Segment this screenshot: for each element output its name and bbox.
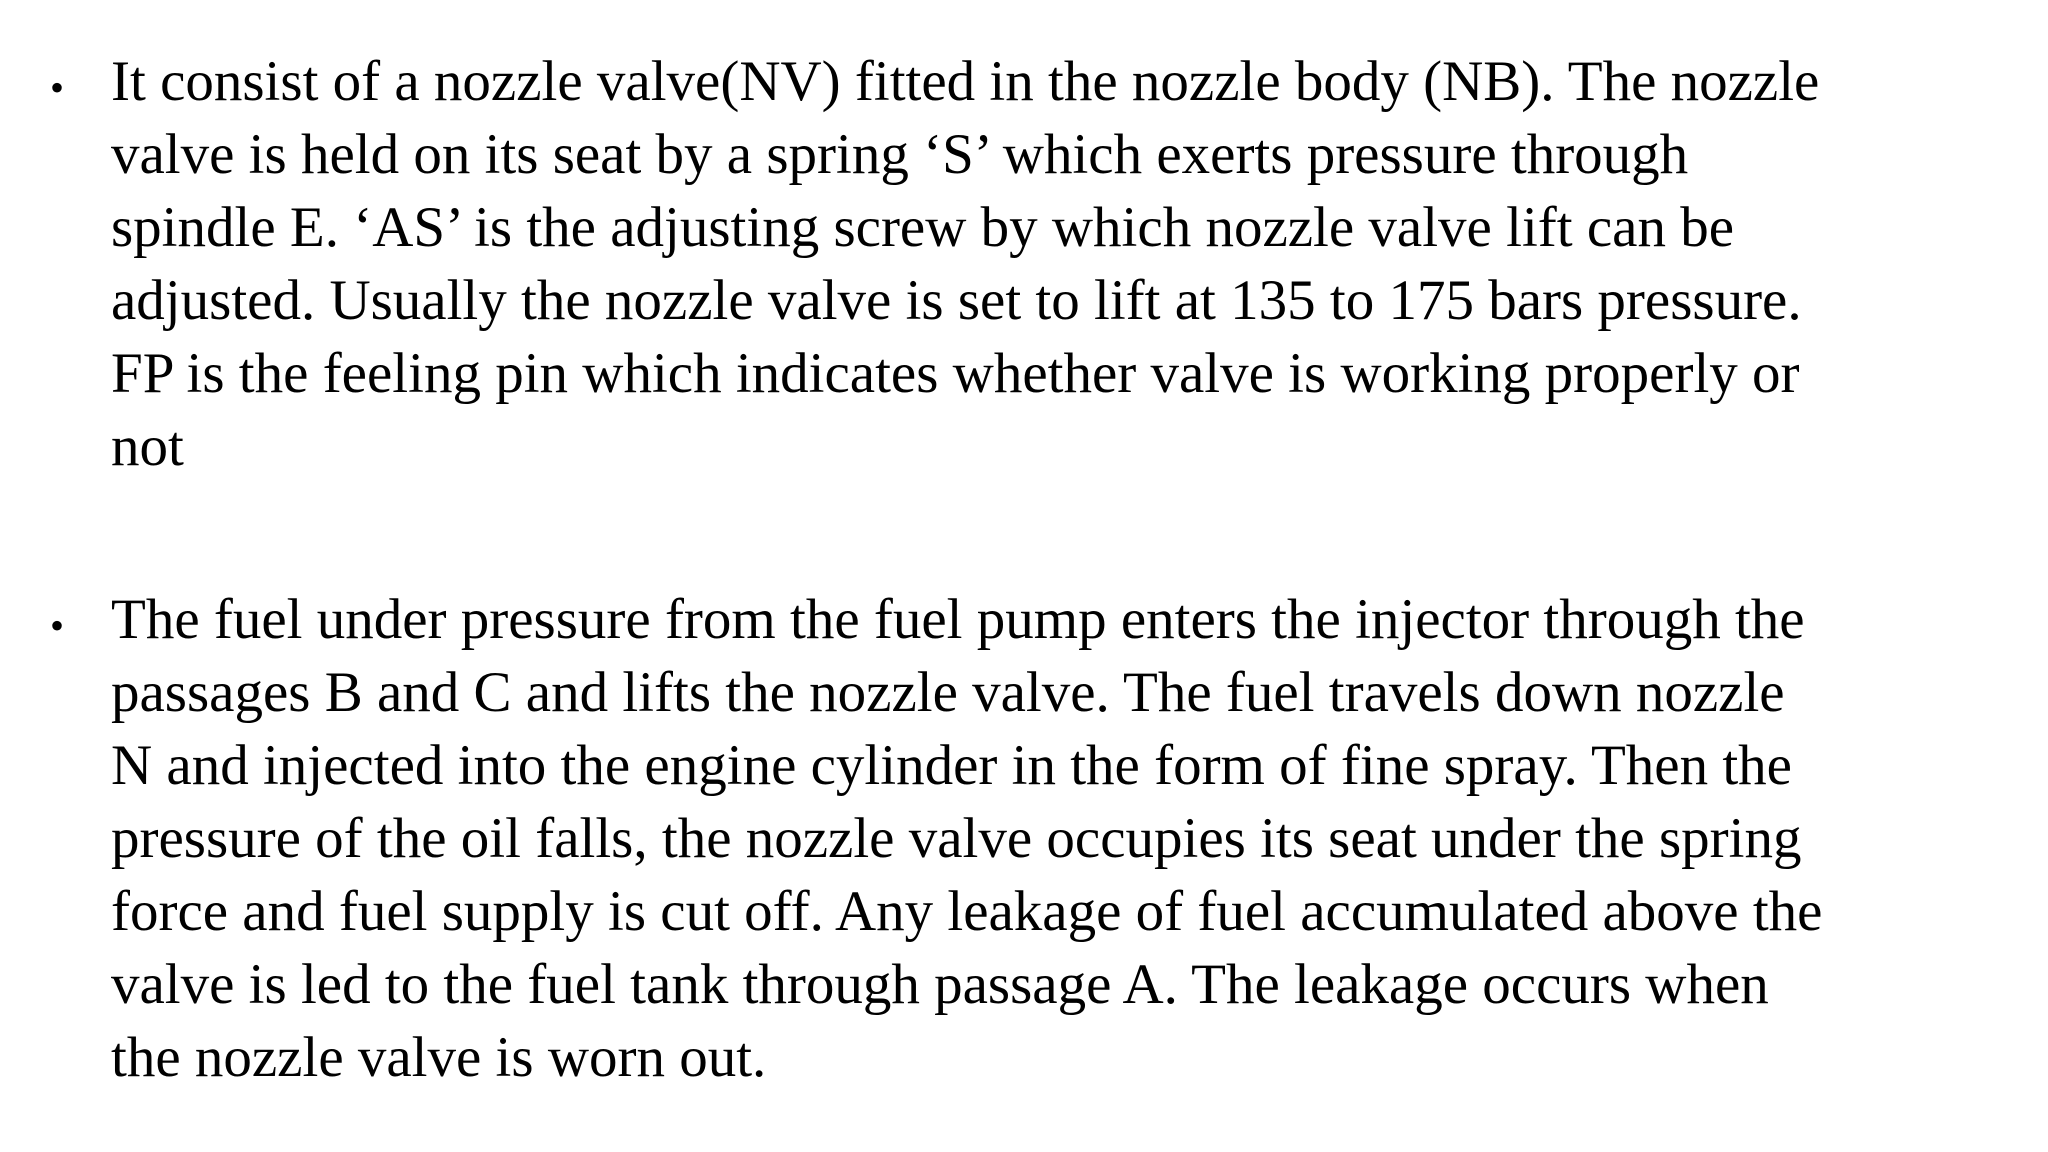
bullet-text-fuel-injection-process: The fuel under pressure from the fuel pump enters the injector through the passages B and C and lifts the nozzle valve. The fuel travels down nozzle N and injected into the engine cylinder in the form of fine spray. Then the pressure of the oil falls, the nozzle valve occupies its seat under the spring force and fuel supply is cut off. Any leakage of fuel accumulated above the valve is led to the fuel tank through passage A. The leakage occurs when the nozzle valve is worn out.	[111, 588, 1823, 1089]
bullet-point-icon: •	[50, 603, 65, 648]
bullet-text-nozzle-construction: It consist of a nozzle valve(NV) fitted in the nozzle body (NB). The nozzle valve is held on its seat by a spring ‘S’ which exerts pressure through spindle E. ‘AS’ is the adjusting screw by which nozzle valve lift can be adjusted. Usually the nozzle valve is set to lift at 135 to 175 bars pressure. FP is the feeling pin which indicates whether valve is working properly or not	[111, 50, 1820, 478]
bullet-point-icon: •	[50, 65, 65, 110]
